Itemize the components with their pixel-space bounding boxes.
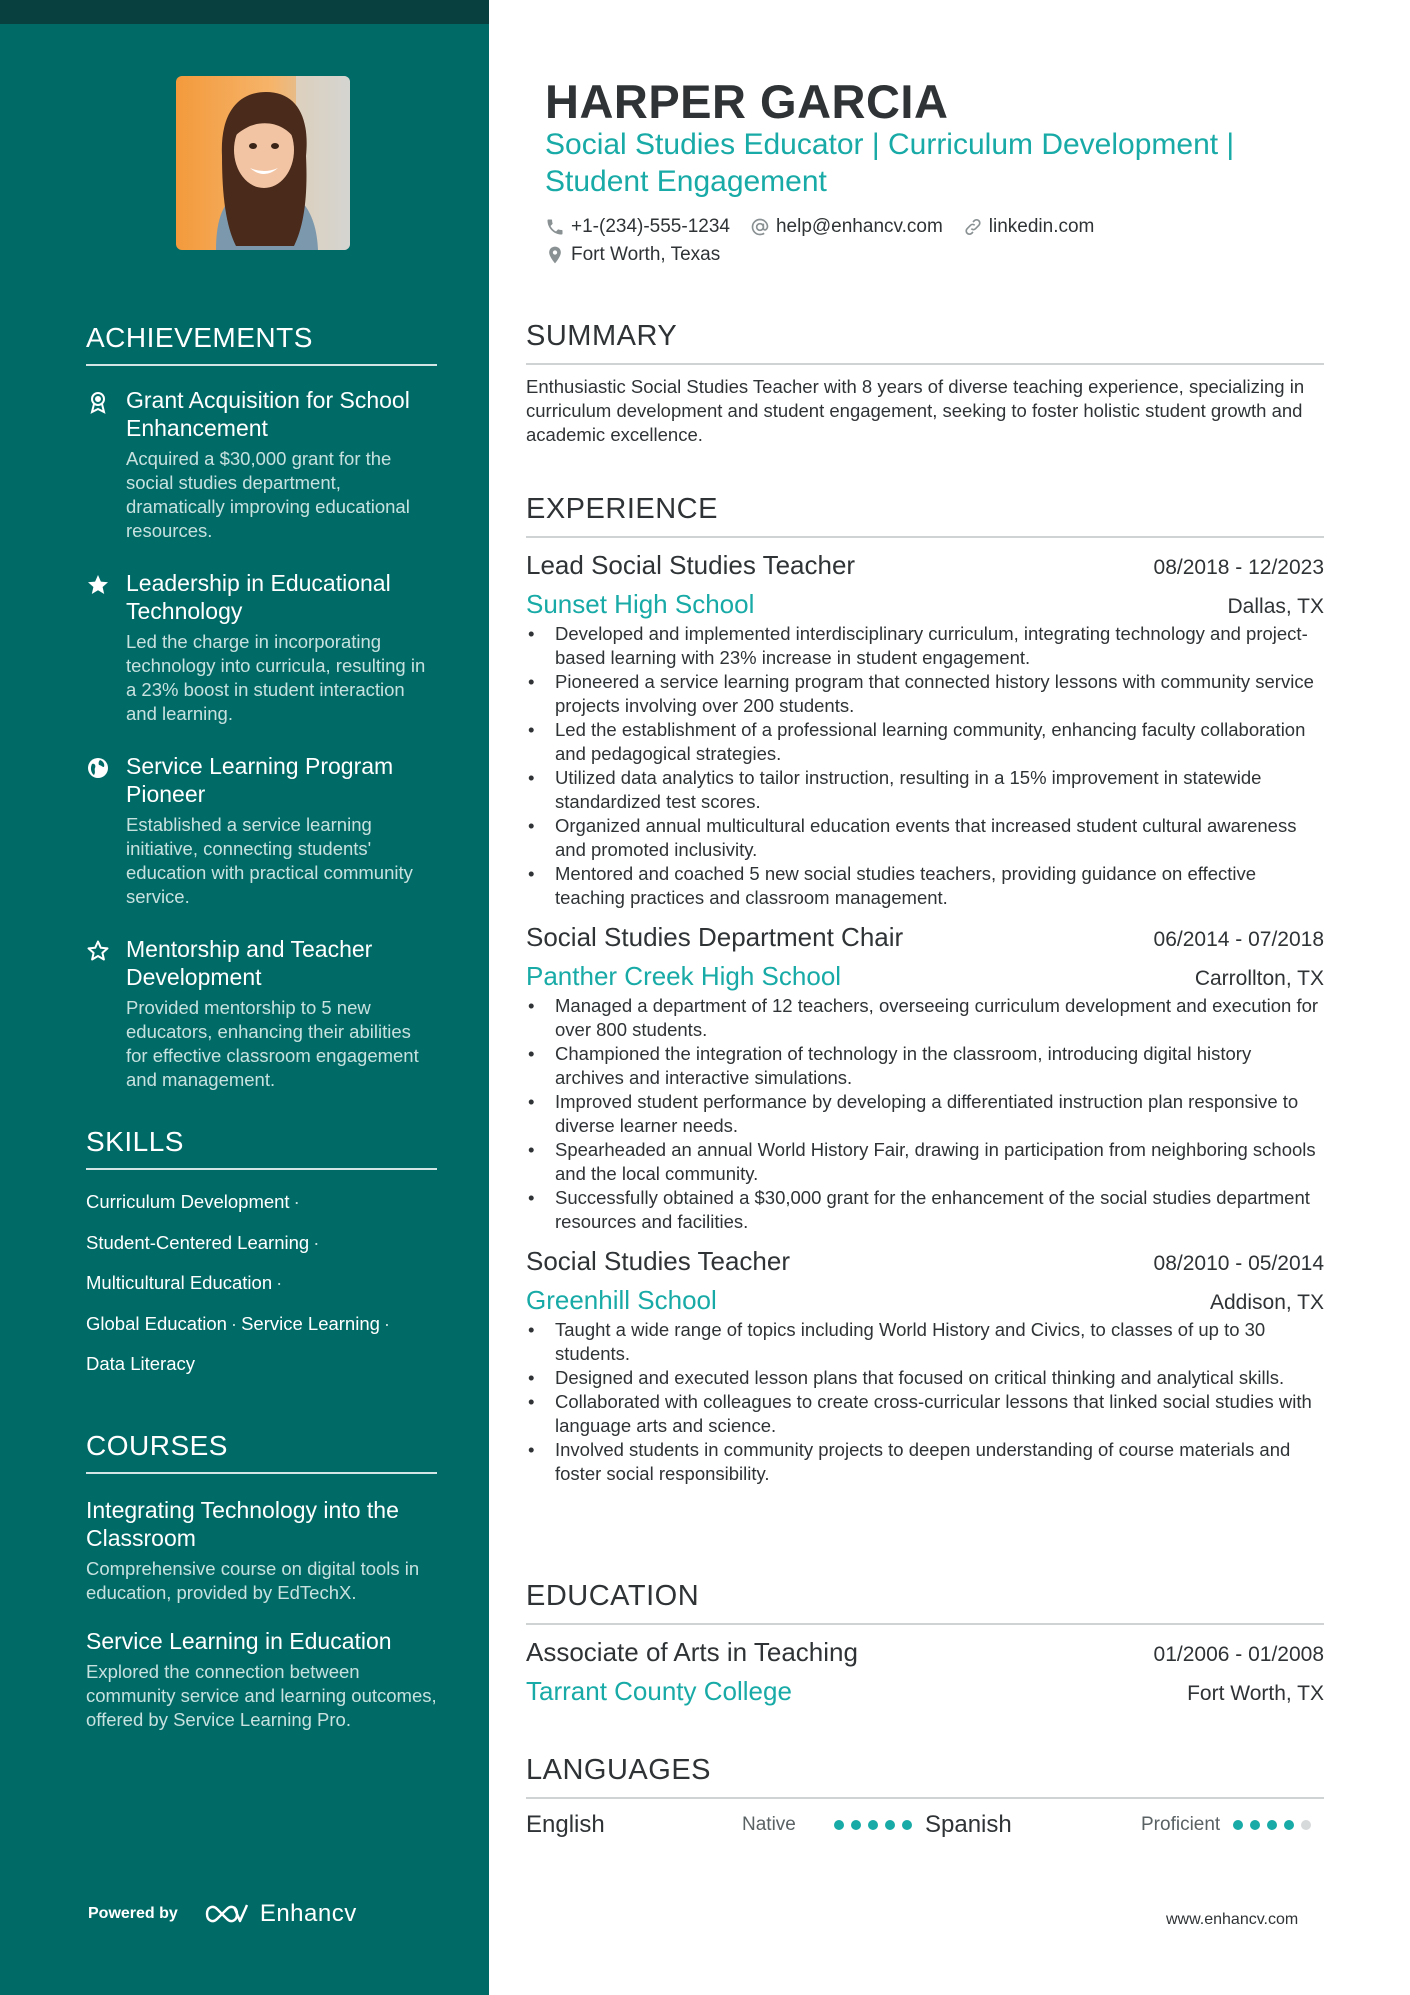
language-item: [526, 1811, 925, 1839]
job-bullet: • Pioneered a service learning program that connected history lessons with community service projects involving over 200 students.: [526, 670, 1324, 718]
language-rating: [834, 1820, 919, 1830]
sidebar: [0, 0, 489, 1995]
job-bullet: • Championed the integration of technology in the classroom, introducing digital history archives and interactive simulations.: [526, 1042, 1324, 1090]
language-name: Spanish: [925, 1811, 1012, 1838]
linkedin-contact[interactable]: [963, 216, 1095, 238]
achievement-title: Leadership in Educational Technology: [126, 570, 391, 624]
school-location: Fort Worth, TX: [1187, 1682, 1324, 1705]
languages-section: [526, 1754, 1324, 1839]
sidebar-top-band: [0, 0, 489, 24]
job-company: Panther Creek High School: [526, 961, 842, 991]
award-icon: [86, 390, 110, 414]
achievement-item: [86, 752, 437, 909]
language-item: [925, 1811, 1324, 1839]
location-contact: [545, 244, 720, 266]
job-bullet: • Spearheaded an annual World History Fair, drawing in participation from neighboring schools and the local community.: [526, 1138, 1324, 1186]
courses-heading: COURSES: [86, 1430, 437, 1474]
job-entry: [526, 1246, 1324, 1486]
summary-heading: SUMMARY: [526, 320, 1324, 365]
skills-section: SKILLS Curriculum Development · Student-Centered Learning · Multicultural Education · Global Education · Service Learning · Data Literacy: [86, 1126, 437, 1385]
degree-title: Associate of Arts in Teaching: [526, 1637, 858, 1667]
skill-item: Student-Centered Learning: [86, 1231, 310, 1253]
job-bullet: • Collaborated with colleagues to create cross-curricular lessons that linked social studies with language arts and science.: [526, 1390, 1324, 1438]
job-bullet: • Managed a department of 12 teachers, overseeing curriculum development and execution for over 800 students.: [526, 994, 1324, 1042]
experience-heading: EXPERIENCE: [526, 493, 1324, 538]
phone-text: +1-(234)-555-1234: [571, 216, 730, 237]
achievement-item: [86, 569, 437, 726]
rating-dot-filled: [885, 1820, 895, 1830]
email-contact[interactable]: [750, 216, 943, 238]
skills-heading: SKILLS: [86, 1126, 437, 1170]
job-entry: [526, 922, 1324, 1234]
skill-item: Curriculum Development: [86, 1191, 290, 1212]
achievement-title: Service Learning Program Pioneer: [126, 753, 394, 807]
rating-dot-filled: [1233, 1820, 1243, 1830]
rating-dot-filled: [834, 1820, 844, 1830]
link-icon: [963, 217, 983, 237]
skill-item: Service Learning: [241, 1312, 380, 1334]
course-title: Service Learning in Education: [86, 1628, 392, 1654]
job-dates: 08/2010 - 05/2014: [1153, 1252, 1324, 1275]
rating-dot-filled: [902, 1820, 912, 1830]
candidate-tagline: Social Studies Educator | Curriculum Development | Student Engagement: [545, 128, 1235, 198]
skill-item: Multicultural Education: [86, 1272, 273, 1293]
education-entry: [526, 1637, 1324, 1707]
globe-icon: [86, 756, 110, 780]
summary-section: [526, 320, 1324, 447]
course-title: Integrating Technology into the Classroom: [86, 1497, 399, 1551]
language-rating: [1233, 1820, 1318, 1830]
linkedin-text: linkedin.com: [988, 216, 1095, 237]
email-text: help@enhancv.com: [775, 216, 943, 237]
course-desc: Explored the connection between community service and learning outcomes, offered by Service Learning Pro.: [86, 1661, 437, 1730]
footer-url[interactable]: www.enhancv.com: [1166, 1911, 1299, 1928]
languages-heading: LANGUAGES: [526, 1754, 1324, 1799]
job-dates: 06/2014 - 07/2018: [1153, 928, 1324, 951]
job-dates: 08/2018 - 12/2023: [1153, 556, 1324, 579]
achievement-desc: Acquired a $30,000 grant for the social studies department, dramatically improving educational resources.: [126, 448, 410, 541]
job-bullet: • Improved student performance by developing a differentiated instruction plan responsive to diverse learner needs.: [526, 1090, 1324, 1138]
job-bullet: • Led the establishment of a professional learning community, enhancing faculty collaboration and pedagogical strategies.: [526, 718, 1324, 766]
achievements-heading: ACHIEVEMENTS: [86, 322, 437, 366]
achievement-title: Grant Acquisition for School Enhancement: [126, 387, 410, 441]
powered-by-label: Powered by: [88, 1905, 178, 1922]
rating-dot-filled: [868, 1820, 878, 1830]
location-text: Fort Worth, Texas: [571, 244, 721, 265]
job-bullet: • Designed and executed lesson plans that focused on critical thinking and analytical skills.: [526, 1366, 1324, 1390]
education-heading: EDUCATION: [526, 1580, 1324, 1625]
achievement-title: Mentorship and Teacher Development: [126, 936, 373, 990]
job-entry: [526, 550, 1324, 910]
rating-dot-filled: [1284, 1820, 1294, 1830]
course-item: [86, 1496, 437, 1605]
language-level: Native: [742, 1814, 796, 1835]
experience-section: [526, 493, 1324, 1486]
phone-icon: [545, 217, 565, 237]
job-title: Lead Social Studies Teacher: [526, 550, 856, 580]
star-filled-icon: [86, 573, 110, 597]
job-location: Carrollton, TX: [1194, 967, 1324, 990]
job-company: Sunset High School: [526, 589, 755, 619]
job-bullet: • Taught a wide range of topics including World History and Civics, to classes of up to 30 students.: [526, 1318, 1324, 1366]
job-title: Social Studies Department Chair: [526, 922, 904, 952]
powered-by: [88, 1900, 357, 1928]
achievement-desc: Provided mentorship to 5 new educators, enhancing their abilities for effective classroom engagement and management.: [126, 997, 419, 1090]
job-title: Social Studies Teacher: [526, 1246, 791, 1276]
phone-contact[interactable]: [545, 216, 730, 238]
job-bullet: • Successfully obtained a $30,000 grant for the enhancement of the social studies department resources and facilities.: [526, 1186, 1324, 1234]
contact-row: [545, 216, 1114, 238]
job-bullet: • Involved students in community projects to deepen understanding of course materials and foster social responsibility.: [526, 1438, 1324, 1486]
language-name: English: [526, 1811, 605, 1838]
enhancv-logo-icon: [204, 1901, 250, 1927]
star-outline-icon: [86, 939, 110, 963]
achievement-desc: Established a service learning initiative, connecting students' education with practical community service.: [126, 814, 413, 907]
rating-dot-filled: [1267, 1820, 1277, 1830]
skill-item: Data Literacy: [86, 1353, 195, 1374]
location-pin-icon: [545, 245, 565, 265]
candidate-name: HARPER GARCIA: [545, 75, 949, 128]
job-company: Greenhill School: [526, 1285, 717, 1315]
profile-photo: [176, 76, 350, 250]
education-dates: 01/2006 - 01/2008: [1153, 1643, 1324, 1666]
location-row: [545, 244, 740, 266]
rating-dot-filled: [1250, 1820, 1260, 1830]
job-bullet: • Organized annual multicultural education events that increased student cultural awareness and promoted inclusivity.: [526, 814, 1324, 862]
education-section: [526, 1580, 1324, 1707]
achievement-item: [86, 386, 437, 543]
brand-logo[interactable]: [204, 1900, 357, 1928]
brand-name: Enhancv: [259, 1900, 357, 1927]
achievement-desc: Led the charge in incorporating technology into curricula, resulting in a 23% boost in student interaction and learning.: [126, 631, 426, 724]
course-item: [86, 1627, 437, 1732]
summary-text: Enthusiastic Social Studies Teacher with 8 years of diverse teaching experience, specializing in curriculum development and student engagement, seeking to foster holistic student growth and academic excellence.: [526, 376, 1305, 445]
language-level: Proficient: [1141, 1814, 1221, 1835]
courses-section: [86, 1430, 437, 1732]
at-icon: [750, 217, 770, 237]
job-bullet: • Utilized data analytics to tailor instruction, resulting in a 15% improvement in statewide standardized test scores.: [526, 766, 1324, 814]
rating-dot-empty: [1301, 1820, 1311, 1830]
job-location: Dallas, TX: [1227, 595, 1324, 618]
job-location: Addison, TX: [1209, 1291, 1324, 1314]
job-bullet: • Developed and implemented interdisciplinary curriculum, integrating technology and project-based learning with 23% increase in student engagement.: [526, 622, 1324, 670]
skill-item: Global Education: [86, 1312, 227, 1334]
job-bullet: • Mentored and coached 5 new social studies teachers, providing guidance on effective teaching practices and classroom management.: [526, 862, 1324, 910]
course-desc: Comprehensive course on digital tools in education, provided by EdTechX.: [86, 1558, 420, 1603]
achievements-section: [86, 322, 437, 1118]
school-name: Tarrant County College: [526, 1676, 792, 1706]
rating-dot-filled: [851, 1820, 861, 1830]
achievement-item: [86, 935, 437, 1092]
